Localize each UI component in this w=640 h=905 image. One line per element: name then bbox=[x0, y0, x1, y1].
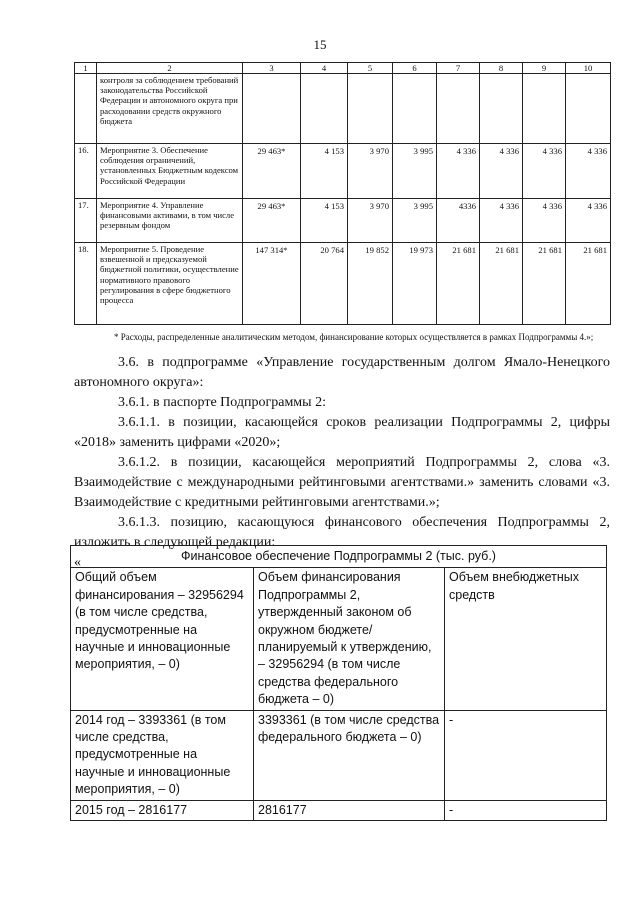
cell-value: 21 681 bbox=[523, 243, 566, 325]
finance-cell: Общий объем финансирования – 32956294 (в том числе средства, предусмотренные на научные и инновационные мероприятия, – 0) bbox=[71, 568, 254, 710]
finance-cell: 3393361 (в том числе средства федерального бюджета – 0) bbox=[254, 710, 445, 800]
cell-value: 4 336 bbox=[480, 144, 523, 199]
paragraph: 3.6.1.2. в позиции, касающейся мероприятий Подпрограммы 2, слова «3. Взаимодействие с международными рейтинговыми агентствами.» заменить словами «3. Взаимодействие с кредитными рейтинговыми агентствами.»; bbox=[74, 455, 610, 510]
cell-value: 4 336 bbox=[523, 199, 566, 243]
finance-cell: 2014 год – 3393361 (в том числе средства, предусмотренные на научные и инновационные мероприятия, – 0) bbox=[71, 710, 254, 800]
finance-table-title: Финансовое обеспечение Подпрограммы 2 (тыс. руб.) bbox=[71, 546, 607, 568]
finance-cell: - bbox=[445, 710, 607, 800]
column-header: 4 bbox=[301, 63, 348, 74]
table-row bbox=[71, 710, 607, 800]
paragraph: 3.6. в подпрограмме «Управление государственным долгом Ямало-Ненецкого автономного округа»: bbox=[74, 355, 610, 390]
cell-value: 29 463* bbox=[243, 144, 301, 199]
paragraph: 3.6.1. в паспорте Подпрограммы 2: bbox=[118, 395, 326, 410]
cell-value: 4336 bbox=[437, 199, 480, 243]
column-header: 8 bbox=[480, 63, 523, 74]
table-row bbox=[75, 243, 611, 325]
activities-table bbox=[74, 62, 611, 325]
cell-value: 4 336 bbox=[480, 199, 523, 243]
cell-value: 3 995 bbox=[393, 199, 437, 243]
activity-name: Мероприятие 3. Обеспечение соблюдения ограничений, установленных Бюджетным кодексом Российской Федерации bbox=[97, 144, 243, 199]
finance-cell: Объем внебюджетных средств bbox=[445, 568, 607, 710]
finance-cell: Объем финансирования Подпрограммы 2, утвержденный законом об окружном бюджете/ планируемый к утверждению, – 32956294 (в том числе средства федерального бюджета – 0) bbox=[254, 568, 445, 710]
activity-name: Мероприятие 5. Проведение взвешенной и предсказуемой бюджетной политики, осуществление нормативного правового регулирования в сфере бюджетного процесса bbox=[97, 243, 243, 325]
table-row bbox=[75, 144, 611, 199]
column-header: 10 bbox=[566, 63, 611, 74]
cell-value: 21 681 bbox=[480, 243, 523, 325]
footnote: * Расходы, распределенные аналитическим методом, финансирование которых осуществляется в рамках Подпрограммы 4.»; bbox=[114, 332, 594, 342]
column-header: 2 bbox=[97, 63, 243, 74]
cell-value: 3 970 bbox=[348, 144, 393, 199]
paragraph: 3.6.1.1. в позиции, касающейся сроков реализации Подпрограммы 2, цифры «2018» заменить цифрами «2020»; bbox=[74, 415, 610, 450]
cell-value: 3 995 bbox=[393, 144, 437, 199]
column-header: 7 bbox=[437, 63, 480, 74]
column-header: 6 bbox=[393, 63, 437, 74]
quote-mark: « bbox=[74, 555, 81, 570]
cell-value: 4 153 bbox=[301, 199, 348, 243]
column-header: 3 bbox=[243, 63, 301, 74]
paragraph: 3.6.1.3. позицию, касающуюся финансового обеспечения Подпрограммы 2, изложить в следующей редакции: bbox=[74, 515, 610, 550]
table-row bbox=[75, 199, 611, 243]
cell-value: 20 764 bbox=[301, 243, 348, 325]
cell-value: 29 463* bbox=[243, 199, 301, 243]
row-number: 16. bbox=[75, 144, 97, 199]
column-header: 5 bbox=[348, 63, 393, 74]
cell-value: 4 336 bbox=[523, 144, 566, 199]
finance-cell: - bbox=[445, 800, 607, 820]
activity-name: контроля за соблюдением требований законодательства Российской Федерации и автономного округа при расходовании средств окружного бюджета bbox=[97, 74, 243, 144]
finance-cell: 2816177 bbox=[254, 800, 445, 820]
table-row bbox=[71, 546, 607, 568]
finance-table bbox=[70, 545, 607, 821]
table-row bbox=[75, 74, 611, 144]
column-header: 9 bbox=[523, 63, 566, 74]
cell-value: 3 970 bbox=[348, 199, 393, 243]
table-row bbox=[71, 568, 607, 710]
row-number: 17. bbox=[75, 199, 97, 243]
table-row bbox=[71, 800, 607, 820]
table-header-row bbox=[75, 63, 611, 74]
cell-value: 19 852 bbox=[348, 243, 393, 325]
cell-value: 4 153 bbox=[301, 144, 348, 199]
page-number: 15 bbox=[313, 37, 327, 52]
cell-value: 147 314* bbox=[243, 243, 301, 325]
cell-value: 4 336 bbox=[566, 199, 611, 243]
cell-value: 4 336 bbox=[437, 144, 480, 199]
cell-value: 21 681 bbox=[566, 243, 611, 325]
column-header: 1 bbox=[75, 63, 97, 74]
cell-value: 19 973 bbox=[393, 243, 437, 325]
cell-value: 21 681 bbox=[437, 243, 480, 325]
row-number: 18. bbox=[75, 243, 97, 325]
cell-value: 4 336 bbox=[566, 144, 611, 199]
body-text bbox=[74, 353, 610, 573]
activity-name: Мероприятие 4. Управление финансовыми активами, в том числе резервным фондом bbox=[97, 199, 243, 243]
finance-cell: 2015 год – 2816177 bbox=[71, 800, 254, 820]
